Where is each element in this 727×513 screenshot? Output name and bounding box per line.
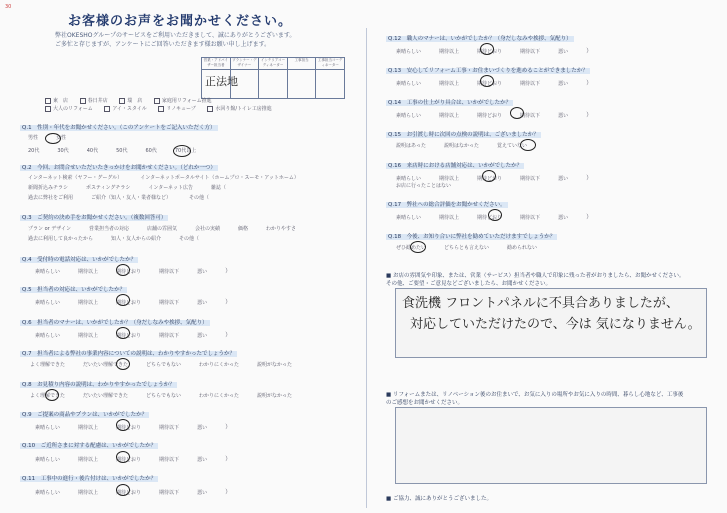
q12-options: 素晴らしい 期待以上 期待どおり 期待以下 悪い ） xyxy=(396,48,593,55)
q13-options: 素晴らしい 期待以上 期待どおり 期待以下 悪い ） xyxy=(396,80,593,87)
comment2-box[interactable] xyxy=(395,407,707,484)
q6-options: 素晴らしい 期待以上 期待どおり 期待以下 悪い ） xyxy=(35,332,232,339)
comment2-label: ■ リフォームまたは、リノベーション後のお住まいで、お気に入りの場所やお気に入りの時間、暮らし心地など、工事後のご感想をお聞かせください。 xyxy=(386,392,684,406)
q16-options-row2: お店に行ったことはない xyxy=(396,183,452,189)
q2-options-row2: 新聞折込みチラシ ポスティングチラシ インターネット広告 雑誌（ xyxy=(28,185,226,191)
answer-circle xyxy=(116,419,130,431)
answer-circle xyxy=(116,484,130,496)
q3-options-row1: プラン or デザイン 営業担当者の対応 店舗の雰囲気 会社の実績 価格 わかりやすさ xyxy=(28,226,297,232)
answer-circle xyxy=(410,241,426,253)
q1-options: 男性 女性 xyxy=(28,135,67,141)
staff-stamp-table: 営業・アドバイザー担当者 プランナー・デザイナー インテリアコーディネーター 工事担当 工事担当コーディネーター xyxy=(201,57,345,99)
answer-circle xyxy=(116,451,130,463)
question-q15: Q.15 お引渡し時に次回の点検の説明は、ございましたか？ xyxy=(388,132,539,138)
question-q4: Q.4 受付時の電話対応は、いかがでしたか？ xyxy=(22,257,137,263)
question-q5: Q.5 担当者の対応は、いかがでしたか？ xyxy=(22,287,126,293)
question-q6: Q.6 担当者のマナーは、いかがでしたか？（身だしなみや挨拶、気配り） xyxy=(22,320,208,326)
brand-item[interactable]: 東 店 xyxy=(45,97,68,105)
brand-checklist xyxy=(45,97,305,113)
question-q2: Q.2 今回、お問合せいただいたきっかけをお聞かせください。（どれか一つ） xyxy=(22,165,216,171)
q15-options: 説明はあった 説明はなかった 覚えていない xyxy=(396,143,527,149)
page-title: お客様のお声をお聞かせください。 xyxy=(68,14,293,29)
question-q13: Q.13 安心してリフォーム工事・お住まいづくりを進めることができましたか？ xyxy=(388,68,588,74)
brand-item[interactable]: 大人のリフォーム xyxy=(45,105,93,113)
brand-item[interactable]: 春日井店 xyxy=(80,97,108,105)
answer-circle xyxy=(480,43,494,55)
intro-text: 弊社OKESHOグループのサービスをご利用いただきまして、誠にありがとうございます。 ご多忙と存じますが、アンケートにご回答いただきます様お願い申し上げます。 xyxy=(55,32,296,48)
question-q12: Q.12 職人のマナーは、いかがでしたか？（身だしなみや挨拶、気配り） xyxy=(388,36,572,42)
answer-circle xyxy=(482,170,496,182)
question-q8: Q.8 お見積り内容の説明は、わかりやすかったでしょうか？ xyxy=(22,382,175,388)
question-q17: Q.17 弊社への総合評価をお聞かせください。 xyxy=(388,202,506,208)
brand-item[interactable]: 家庭用リフォーム推進 xyxy=(154,97,212,105)
q10-options: 素晴らしい 期待以上 期待どおり 期待以下 悪い ） xyxy=(35,456,232,463)
thanks-text: ■ ご協力、誠にありがとうございました。 xyxy=(386,496,492,502)
question-q10: Q.10 ご近所さまに対する配慮は、いかがでしたか？ xyxy=(22,443,157,449)
question-q18: Q.18 今後、お知り合いに弊社を勧めていただけますでしょうか？ xyxy=(388,234,556,240)
brand-item[interactable]: 水回り館/トイレ工房推進 xyxy=(207,105,271,113)
answer-circle xyxy=(116,294,130,306)
brand-item[interactable]: リノキューブ xyxy=(158,105,195,113)
question-q14: Q.14 工事の仕上がり具合は、いかがでしたか？ xyxy=(388,100,512,106)
question-q7: Q.7 担当者による弊社の事業内容についての説明は、わかりやすかったでしょうか？ xyxy=(22,351,235,357)
comment1-handwriting-line2: 対応していただけたので、今は 気になりません。 xyxy=(410,317,701,332)
answer-circle xyxy=(116,358,130,370)
q7-options: よく理解できた だいたい理解できた どちらでもない わかりにくかった 説明がなかった xyxy=(30,362,293,368)
question-q11: Q.11 工事中の進行・後片付けは、いかがでしたか？ xyxy=(22,476,157,482)
answer-circle xyxy=(45,389,59,401)
staff-handwriting: 正法地 xyxy=(205,75,238,88)
answer-circle xyxy=(520,139,536,151)
question-q16: Q.16 来店時における店舗対応は、いかがでしたか？ xyxy=(388,163,523,169)
answer-circle xyxy=(116,327,130,339)
q16-options: 素晴らしい 期待以上 期待どおり 期待以下 悪い ） xyxy=(396,175,593,182)
comment1-handwriting-line1: 食洗機 フロントパネルに不具合ありましたが、 xyxy=(402,296,679,311)
answer-circle xyxy=(480,75,494,87)
question-q3: Q.3 ご契約の決め手をお聞かせください。（複数回答可） xyxy=(22,215,167,221)
q5-options: 素晴らしい 期待以上 期待どおり 期待以下 悪い ） xyxy=(35,299,232,306)
answer-circle xyxy=(488,209,502,221)
corner-number: 30 xyxy=(5,4,12,10)
q9-options: 素晴らしい 期待以上 期待どおり 期待以下 悪い ） xyxy=(35,424,232,431)
q18-options: ぜひ勧めたい どちらとも言えない 勧められない xyxy=(396,245,538,251)
brand-item[interactable]: アイ・スタイル xyxy=(104,105,146,113)
answer-circle xyxy=(116,264,130,276)
q4-options: 素晴らしい 期待以上 期待どおり 期待以下 悪い ） xyxy=(35,268,232,275)
answer-circle xyxy=(173,145,191,157)
column-divider xyxy=(366,28,367,508)
q8-options: よく理解できた だいたい理解できた どちらでもない わかりにくかった 説明がなかった xyxy=(30,393,293,399)
comment1-label: ■ お店の雰囲気や印象、または、営業（サービス）担当者や職人で印象に残った者がおりましたら、お聞かせください。その他、ご要望・ご意見などございましたら、お聞かせください。 xyxy=(386,273,685,287)
q2-options-row1: インターネット検索（ヤフー・グーグル） インターネットポータルサイト（ホームプロ・スーモ・アットホーム） xyxy=(28,175,299,181)
q1-age-options: 20代 30代 40代 50代 60代 70代以上 xyxy=(28,148,197,154)
question-q9: Q.9 ご提案の商品やプランは、いかがでしたか？ xyxy=(22,412,148,418)
brand-item[interactable]: 瑞 店 xyxy=(119,97,142,105)
q3-options-row2: 過去に利用して良かったから 知人・友人からの紹介 その他（ xyxy=(28,236,200,242)
q2-options-row3: 過去に弊社をご利用 ご紹介（知人・友人・業者様など） その他（ xyxy=(28,195,210,201)
question-q1: Q.1 性別・年代をお聞かせください。（このアンケートをご記入いただく方） xyxy=(22,125,216,131)
q17-options: 素晴らしい 期待以上 期待どおり 期待以下 悪い ） xyxy=(396,214,593,221)
answer-circle xyxy=(45,133,61,144)
answer-circle xyxy=(510,107,524,119)
q11-options: 素晴らしい 期待以上 期待どおり 期待以下 悪い ） xyxy=(35,489,232,496)
q14-options: 素晴らしい 期待以上 期待どおり 期待以下 悪い ） xyxy=(396,112,593,119)
